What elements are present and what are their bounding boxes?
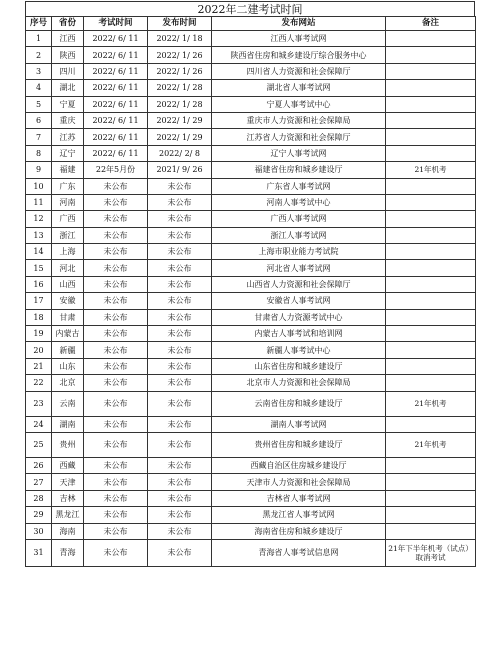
- cell-no: 18: [26, 309, 52, 325]
- cell-province: 安徽: [52, 293, 84, 309]
- cell-website: 河南人事考试中心: [212, 194, 386, 210]
- cell-no: 14: [26, 244, 52, 260]
- cell-no: 2: [26, 47, 52, 63]
- table-row: [26, 457, 476, 473]
- cell-exam-date: 未公布: [84, 490, 148, 506]
- cell-no: 6: [26, 112, 52, 128]
- cell-release-date: 2022/ 1/ 18: [148, 31, 212, 47]
- cell-website: 山东省住房和城乡建设厅: [212, 358, 386, 374]
- header-note: 备注: [386, 17, 476, 31]
- cell-province: 西藏: [52, 457, 84, 473]
- cell-note: [386, 358, 476, 374]
- header-website: 发布网站: [212, 17, 386, 31]
- cell-province: 青海: [52, 539, 84, 566]
- cell-no: 8: [26, 145, 52, 161]
- table-row: [26, 523, 476, 539]
- cell-note: [386, 342, 476, 358]
- table-row: [26, 211, 476, 227]
- cell-website: 广东省人事考试网: [212, 178, 386, 194]
- cell-exam-date: 未公布: [84, 358, 148, 374]
- cell-release-date: 未公布: [148, 178, 212, 194]
- table-row: [26, 96, 476, 112]
- cell-exam-date: 未公布: [84, 416, 148, 432]
- table-row: [26, 129, 476, 145]
- header-province: 省份: [52, 17, 84, 31]
- table-row: [26, 112, 476, 128]
- cell-website: 辽宁人事考试网: [212, 145, 386, 161]
- cell-no: 24: [26, 416, 52, 432]
- cell-exam-date: 未公布: [84, 211, 148, 227]
- cell-province: 上海: [52, 244, 84, 260]
- cell-note: [386, 112, 476, 128]
- cell-website: 江苏省人力资源和社会保障厅: [212, 129, 386, 145]
- cell-release-date: 未公布: [148, 309, 212, 325]
- cell-exam-date: 2022/ 6/ 11: [84, 112, 148, 128]
- cell-no: 9: [26, 162, 52, 178]
- cell-exam-date: 未公布: [84, 457, 148, 473]
- cell-province: 贵州: [52, 432, 84, 457]
- cell-website: 河北省人事考试网: [212, 260, 386, 276]
- cell-exam-date: 未公布: [84, 375, 148, 391]
- cell-province: 新疆: [52, 342, 84, 358]
- cell-exam-date: 2022/ 6/ 11: [84, 129, 148, 145]
- table-row: [26, 194, 476, 210]
- table-row: [26, 416, 476, 432]
- table-row: [26, 293, 476, 309]
- cell-release-date: 未公布: [148, 539, 212, 566]
- cell-release-date: 未公布: [148, 490, 212, 506]
- cell-exam-date: 未公布: [84, 244, 148, 260]
- cell-release-date: 未公布: [148, 260, 212, 276]
- cell-website: 宁夏人事考试中心: [212, 96, 386, 112]
- cell-website: 浙江人事考试网: [212, 227, 386, 243]
- cell-note: [386, 31, 476, 47]
- header-release-date: 发布时间: [148, 17, 212, 31]
- cell-note: [386, 47, 476, 63]
- header-exam-date: 考试时间: [84, 17, 148, 31]
- cell-province: 河北: [52, 260, 84, 276]
- table-row: [26, 326, 476, 342]
- cell-province: 湖北: [52, 80, 84, 96]
- cell-website: 青海省人事考试信息网: [212, 539, 386, 566]
- cell-website: 西藏自治区住房城乡建设厅: [212, 457, 386, 473]
- cell-no: 7: [26, 129, 52, 145]
- cell-exam-date: 2022/ 6/ 11: [84, 63, 148, 79]
- cell-note: [386, 194, 476, 210]
- cell-release-date: 未公布: [148, 358, 212, 374]
- cell-no: 15: [26, 260, 52, 276]
- cell-no: 30: [26, 523, 52, 539]
- cell-website: 山西省人力资源和社会保障厅: [212, 276, 386, 292]
- cell-note: [386, 523, 476, 539]
- cell-province: 甘肃: [52, 309, 84, 325]
- cell-province: 江苏: [52, 129, 84, 145]
- cell-exam-date: 2022/ 6/ 11: [84, 96, 148, 112]
- cell-exam-date: 未公布: [84, 178, 148, 194]
- cell-release-date: 未公布: [148, 375, 212, 391]
- cell-exam-date: 未公布: [84, 539, 148, 566]
- cell-province: 辽宁: [52, 145, 84, 161]
- table-row: [26, 178, 476, 194]
- table-row: [26, 391, 476, 416]
- cell-release-date: 未公布: [148, 474, 212, 490]
- table-row: [26, 276, 476, 292]
- cell-province: 内蒙古: [52, 326, 84, 342]
- cell-no: 17: [26, 293, 52, 309]
- cell-note: [386, 309, 476, 325]
- cell-release-date: 未公布: [148, 326, 212, 342]
- header-no: 序号: [26, 17, 52, 31]
- cell-exam-date: 2022/ 6/ 11: [84, 31, 148, 47]
- cell-release-date: 未公布: [148, 523, 212, 539]
- cell-website: 黑龙江省人事考试网: [212, 507, 386, 523]
- cell-note: 21年机考: [386, 162, 476, 178]
- cell-province: 天津: [52, 474, 84, 490]
- table-row: [26, 375, 476, 391]
- cell-province: 山西: [52, 276, 84, 292]
- table-row: [26, 244, 476, 260]
- cell-province: 福建: [52, 162, 84, 178]
- cell-website: 上海市职业能力考试院: [212, 244, 386, 260]
- cell-website: 湖北省人事考试网: [212, 80, 386, 96]
- cell-website: 重庆市人力资源和社会保障局: [212, 112, 386, 128]
- cell-website: 四川省人力资源和社会保障厅: [212, 63, 386, 79]
- cell-no: 22: [26, 375, 52, 391]
- document-title: 2022年二建考试时间: [25, 1, 475, 16]
- cell-no: 29: [26, 507, 52, 523]
- cell-exam-date: 未公布: [84, 432, 148, 457]
- table-row: [26, 227, 476, 243]
- table-row: [26, 474, 476, 490]
- header-row: [26, 17, 476, 31]
- cell-province: 陕西: [52, 47, 84, 63]
- cell-province: 北京: [52, 375, 84, 391]
- cell-release-date: 2022/ 1/ 28: [148, 96, 212, 112]
- cell-no: 27: [26, 474, 52, 490]
- cell-exam-date: 未公布: [84, 326, 148, 342]
- cell-release-date: 2022/ 1/ 26: [148, 63, 212, 79]
- table-row: [26, 432, 476, 457]
- cell-note: 21年机考: [386, 432, 476, 457]
- cell-website: 湖南人事考试网: [212, 416, 386, 432]
- cell-no: 12: [26, 211, 52, 227]
- table-row: [26, 342, 476, 358]
- cell-release-date: 2022/ 2/ 8: [148, 145, 212, 161]
- table-body: [26, 31, 476, 567]
- cell-no: 11: [26, 194, 52, 210]
- cell-province: 湖南: [52, 416, 84, 432]
- cell-note: [386, 211, 476, 227]
- cell-note: [386, 326, 476, 342]
- cell-exam-date: 2022/ 6/ 11: [84, 47, 148, 63]
- cell-no: 25: [26, 432, 52, 457]
- cell-no: 1: [26, 31, 52, 47]
- cell-website: 甘肃省人力资源考试中心: [212, 309, 386, 325]
- cell-exam-date: 未公布: [84, 474, 148, 490]
- cell-exam-date: 未公布: [84, 342, 148, 358]
- cell-release-date: 2022/ 1/ 29: [148, 129, 212, 145]
- cell-province: 浙江: [52, 227, 84, 243]
- cell-exam-date: 未公布: [84, 227, 148, 243]
- cell-release-date: 未公布: [148, 227, 212, 243]
- cell-no: 20: [26, 342, 52, 358]
- table-row: [26, 539, 476, 566]
- cell-no: 10: [26, 178, 52, 194]
- cell-website: 安徽省人事考试网: [212, 293, 386, 309]
- cell-province: 河南: [52, 194, 84, 210]
- cell-release-date: 未公布: [148, 457, 212, 473]
- cell-website: 内蒙古人事考试和培训网: [212, 326, 386, 342]
- cell-no: 4: [26, 80, 52, 96]
- cell-release-date: 未公布: [148, 342, 212, 358]
- cell-release-date: 未公布: [148, 211, 212, 227]
- table-row: [26, 490, 476, 506]
- cell-exam-date: 2022/ 6/ 11: [84, 80, 148, 96]
- cell-exam-date: 未公布: [84, 309, 148, 325]
- table-row: [26, 358, 476, 374]
- cell-exam-date: 未公布: [84, 391, 148, 416]
- table-row: [26, 31, 476, 47]
- cell-exam-date: 2022/ 6/ 11: [84, 145, 148, 161]
- cell-no: 21: [26, 358, 52, 374]
- table-row: [26, 47, 476, 63]
- cell-release-date: 未公布: [148, 416, 212, 432]
- cell-website: 北京市人力资源和社会保障局: [212, 375, 386, 391]
- table-row: [26, 162, 476, 178]
- cell-note: [386, 457, 476, 473]
- cell-no: 13: [26, 227, 52, 243]
- cell-no: 16: [26, 276, 52, 292]
- cell-release-date: 未公布: [148, 244, 212, 260]
- cell-no: 5: [26, 96, 52, 112]
- cell-website: 陕西省住房和城乡建设厅综合服务中心: [212, 47, 386, 63]
- cell-province: 山东: [52, 358, 84, 374]
- cell-website: 吉林省人事考试网: [212, 490, 386, 506]
- exam-schedule-sheet: [25, 1, 475, 567]
- cell-release-date: 2022/ 1/ 28: [148, 80, 212, 96]
- cell-exam-date: 未公布: [84, 523, 148, 539]
- cell-website: 江西人事考试网: [212, 31, 386, 47]
- table-row: [26, 507, 476, 523]
- cell-note: [386, 375, 476, 391]
- cell-note: [386, 260, 476, 276]
- cell-no: 31: [26, 539, 52, 566]
- cell-province: 云南: [52, 391, 84, 416]
- cell-website: 贵州省住房和城乡建设厅: [212, 432, 386, 457]
- cell-note: [386, 129, 476, 145]
- table-row: [26, 145, 476, 161]
- cell-province: 吉林: [52, 490, 84, 506]
- table-row: [26, 309, 476, 325]
- cell-release-date: 2022/ 1/ 26: [148, 47, 212, 63]
- cell-website: 新疆人事考试中心: [212, 342, 386, 358]
- cell-no: 28: [26, 490, 52, 506]
- cell-exam-date: 未公布: [84, 260, 148, 276]
- cell-release-date: 未公布: [148, 194, 212, 210]
- table-row: [26, 80, 476, 96]
- cell-province: 海南: [52, 523, 84, 539]
- cell-exam-date: 未公布: [84, 507, 148, 523]
- cell-no: 19: [26, 326, 52, 342]
- cell-note: [386, 416, 476, 432]
- cell-note: [386, 507, 476, 523]
- cell-note: [386, 474, 476, 490]
- cell-province: 宁夏: [52, 96, 84, 112]
- cell-no: 3: [26, 63, 52, 79]
- cell-exam-date: 22年5月份: [84, 162, 148, 178]
- cell-release-date: 2022/ 1/ 29: [148, 112, 212, 128]
- cell-website: 海南省住房和城乡建设厅: [212, 523, 386, 539]
- cell-note: [386, 490, 476, 506]
- table-row: [26, 63, 476, 79]
- cell-release-date: 未公布: [148, 432, 212, 457]
- exam-schedule-table: [25, 16, 476, 567]
- cell-release-date: 2021/ 9/ 26: [148, 162, 212, 178]
- cell-note: [386, 96, 476, 112]
- cell-exam-date: 未公布: [84, 276, 148, 292]
- cell-website: 云南省住房和城乡建设厅: [212, 391, 386, 416]
- cell-note: [386, 178, 476, 194]
- cell-website: 福建省住房和城乡建设厅: [212, 162, 386, 178]
- cell-province: 黑龙江: [52, 507, 84, 523]
- cell-province: 广西: [52, 211, 84, 227]
- cell-note: [386, 145, 476, 161]
- cell-note: [386, 244, 476, 260]
- cell-release-date: 未公布: [148, 391, 212, 416]
- cell-note: 21年下半年机考（试点）取消考试: [386, 539, 476, 566]
- cell-province: 重庆: [52, 112, 84, 128]
- cell-note: [386, 80, 476, 96]
- cell-no: 23: [26, 391, 52, 416]
- cell-province: 四川: [52, 63, 84, 79]
- cell-website: 广西人事考试网: [212, 211, 386, 227]
- cell-note: [386, 276, 476, 292]
- cell-note: [386, 63, 476, 79]
- table-row: [26, 260, 476, 276]
- cell-no: 26: [26, 457, 52, 473]
- cell-release-date: 未公布: [148, 507, 212, 523]
- cell-note: [386, 227, 476, 243]
- cell-note: [386, 293, 476, 309]
- cell-province: 广东: [52, 178, 84, 194]
- cell-release-date: 未公布: [148, 293, 212, 309]
- cell-exam-date: 未公布: [84, 194, 148, 210]
- cell-exam-date: 未公布: [84, 293, 148, 309]
- cell-province: 江西: [52, 31, 84, 47]
- cell-website: 天津市人力资源和社会保障局: [212, 474, 386, 490]
- cell-note: 21年机考: [386, 391, 476, 416]
- cell-release-date: 未公布: [148, 276, 212, 292]
